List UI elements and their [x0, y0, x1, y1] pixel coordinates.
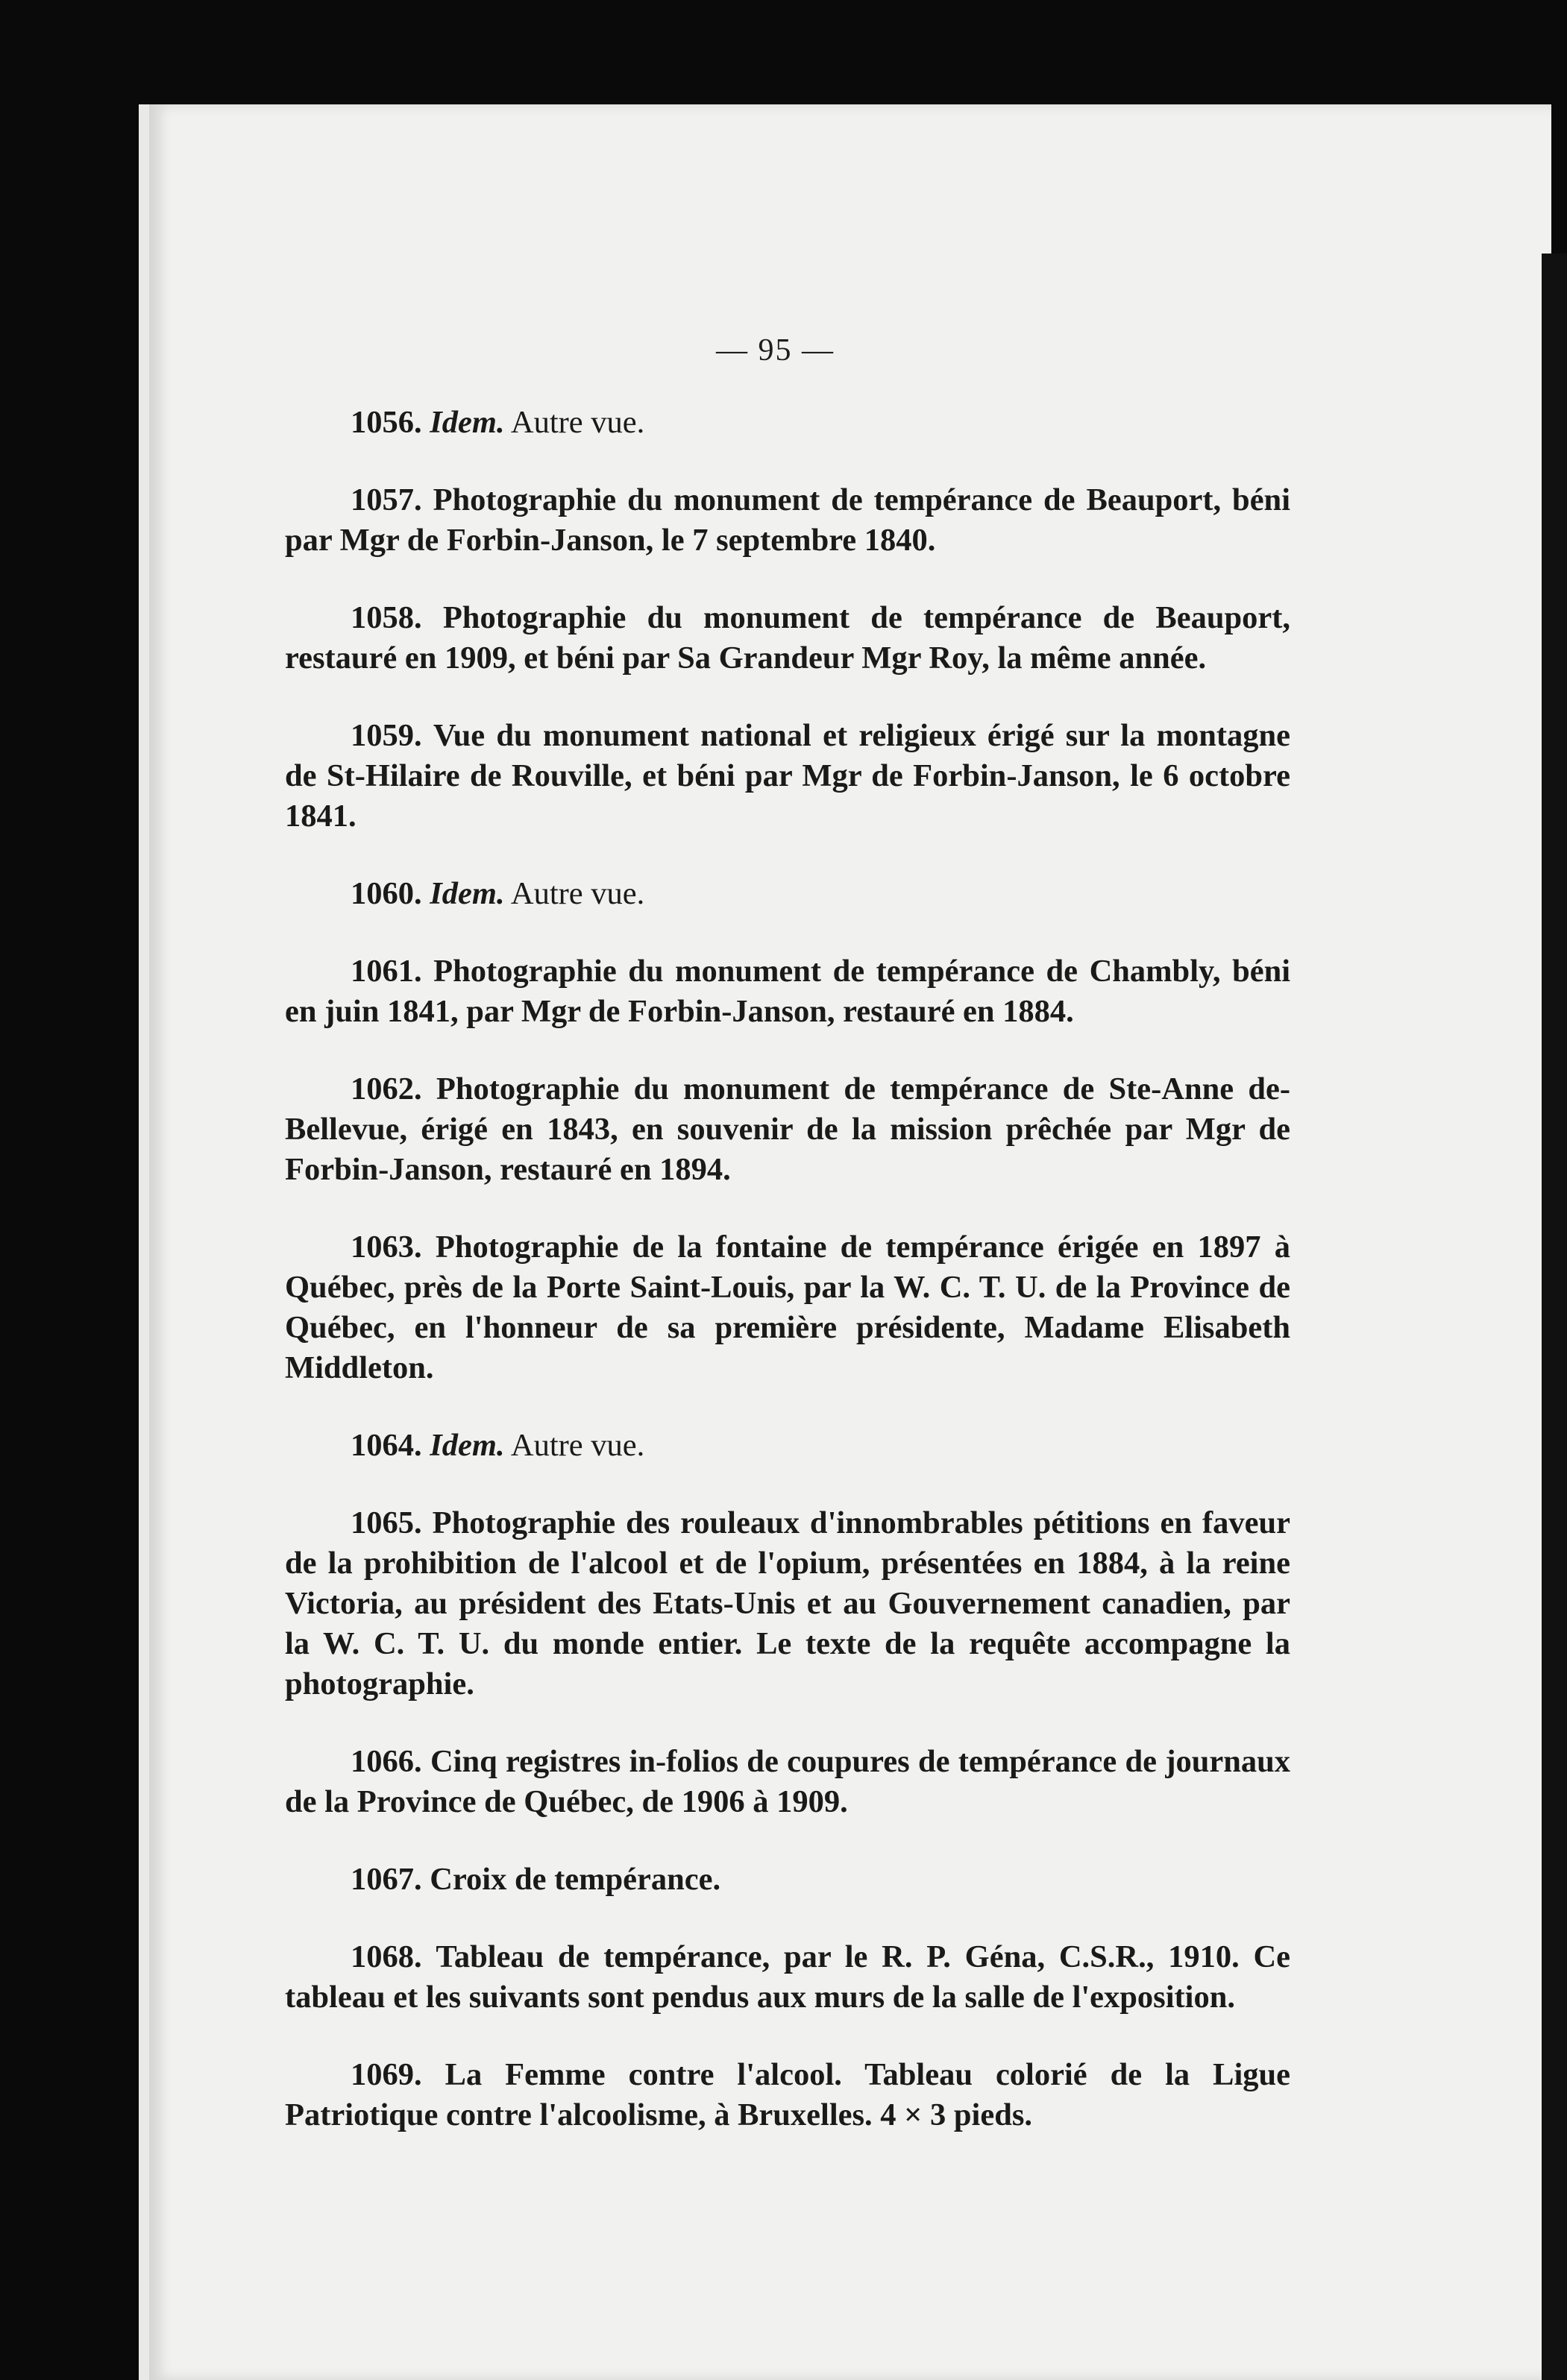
- page-number: — 95 —: [716, 333, 835, 368]
- entry-1059: [285, 716, 1290, 837]
- entry-text: Photographie des rouleaux d'innombrables pétitions en faveur de la prohibition de l'alcool et de l'opium, présentées en 1884, à la reine Victoria, au président des Etats-Unis et au Gouvernement canadien, par la W. C. T. U. du monde entier. Le texte de la requête accompagne la photographie.: [285, 1505, 1291, 1701]
- entry-1067: [285, 1860, 1290, 1900]
- catalogue-entries: [285, 403, 1290, 2173]
- entry-number: 1063.: [351, 1230, 422, 1265]
- entry-text: Autre vue.: [510, 1428, 645, 1463]
- scan-right-border: [1542, 254, 1567, 2380]
- entry-number: 1057.: [351, 482, 422, 517]
- entry-number: 1058.: [351, 600, 422, 635]
- entry-1069: [285, 2055, 1290, 2135]
- entry-idem: Idem.: [430, 876, 505, 911]
- entry-text: Photographie du monument de tempérance de Chambly, béni en juin 1841, par Mgr de Forbin-Janson, restauré en 1884.: [285, 954, 1291, 1029]
- entry-1064: [285, 1426, 1290, 1466]
- entry-1062: [285, 1069, 1290, 1190]
- entry-number: 1061.: [351, 954, 422, 989]
- entry-number: 1069.: [351, 2057, 422, 2092]
- entry-number: 1066.: [351, 1744, 422, 1779]
- entry-1063: [285, 1227, 1290, 1388]
- entry-text: Photographie de la fontaine de tempérance érigée en 1897 à Québec, près de la Porte Saint-Louis, par la W. C. T. U. de la Province de Québec, en l'honneur de sa première présidente, Madame Elisabeth Middleton.: [285, 1230, 1290, 1385]
- entry-text: Photographie du monument de tempérance de Beauport, béni par Mgr de Forbin-Janson, le 7 septembre 1840.: [285, 482, 1291, 558]
- entry-text: Autre vue.: [510, 405, 645, 440]
- entry-1056: [285, 403, 1290, 443]
- entry-number: 1060.: [351, 876, 422, 911]
- entry-idem: Idem.: [430, 405, 505, 440]
- entry-idem: Idem.: [430, 1428, 505, 1463]
- entry-text: Autre vue.: [510, 876, 645, 911]
- entry-text: Tableau de tempérance, par le R. P. Géna, C.S.R., 1910. Ce tableau et les suivants sont pendus aux murs de la salle de l'exposition.: [285, 1939, 1291, 2015]
- page-left-edge: [139, 104, 149, 2380]
- entry-1061: [285, 951, 1290, 1032]
- entry-text: Croix de tempérance.: [430, 1862, 721, 1897]
- entry-1065: [285, 1503, 1290, 1704]
- entry-text: Photographie du monument de tempérance de Ste-Anne de-Bellevue, érigé en 1843, en souvenir de la mission prêchée par Mgr de Forbin-Janson, restauré en 1894.: [285, 1071, 1290, 1187]
- entry-number: 1068.: [351, 1939, 422, 1974]
- entry-number: 1062.: [351, 1071, 422, 1106]
- entry-number: 1067.: [351, 1862, 422, 1897]
- entry-text: La Femme contre l'alcool. Tableau colorié de la Ligue Patriotique contre l'alcoolisme, à Bruxelles. 4 × 3 pieds.: [285, 2057, 1291, 2132]
- entry-1068: [285, 1937, 1290, 2018]
- entry-text: Vue du monument national et religieux érigé sur la montagne de St-Hilaire de Rouville, et béni par Mgr de Forbin-Janson, le 6 octobre 1841.: [285, 718, 1291, 834]
- entry-number: 1064.: [351, 1428, 422, 1463]
- entry-1057: [285, 480, 1290, 561]
- entry-1060: [285, 874, 1290, 914]
- entry-text: Cinq registres in-folios de coupures de tempérance de journaux de la Province de Québec, de 1906 à 1909.: [285, 1744, 1291, 1819]
- entry-number: 1056.: [351, 405, 422, 440]
- entry-text: Photographie du monument de tempérance de Beauport, restauré en 1909, et béni par Sa Grandeur Mgr Roy, la même année.: [285, 600, 1290, 676]
- entry-number: 1065.: [351, 1505, 422, 1540]
- entry-1066: [285, 1742, 1290, 1822]
- entry-number: 1059.: [351, 718, 422, 753]
- entry-1058: [285, 598, 1290, 679]
